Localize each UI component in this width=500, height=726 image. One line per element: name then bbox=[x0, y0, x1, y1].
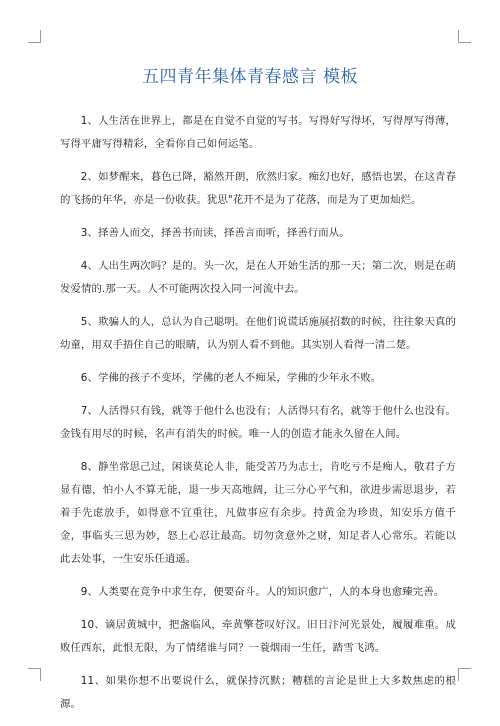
margin-corner-bottom-right bbox=[458, 668, 471, 681]
paragraph-4: 4、人出生两次吗？是的。头一次，是在人开始生活的那一天；第二次，则是在萌发爱情的.那一天。人不可能两次投入同一河流中去。 bbox=[60, 260, 456, 295]
document-title: 五四青年集体青春感言 模板 bbox=[142, 67, 358, 87]
paragraph-9: 9、人类要在竞争中求生存，便要奋斗。人的知识愈广，人的本身也愈臻完善。 bbox=[80, 586, 445, 598]
margin-corner-bottom-left bbox=[28, 668, 41, 681]
document-body bbox=[60, 110, 456, 726]
paragraph-8: 8、静坐常思己过，闲谈莫论人非，能受苦乃为志士，肯吃亏不是痴人，敬君子方显有德，怕小人不算无能，退一步天高地阔，让三分心平气和，欲进步需思退步，若着手先虑放手，如得意不宜重往，凡做事应有余步。持黄金为珍贵，知安乐方值千金，事临头三思为妙，怒上心忍让最高。切勿贪意外之财，知足者人心常乐。若能以此去处事，一生安乐任逍遥。 bbox=[60, 461, 456, 565]
paragraph-2: 2、如梦醒来，暮色已降，豁然开朗，欣然归家。痴幻也好，感悟也罢，在这青春的飞扬的年华，亦是一份收获。犹思"花开不是为了花落，而是为了更加灿烂。 bbox=[60, 171, 456, 206]
paragraph-3: 3、择善人而交，择善书而读，择善言而听，择善行而从。 bbox=[80, 227, 350, 239]
paragraph-7: 7、人活得只有钱，就等于他什么也没有；人活得只有名，就等于他什么也没有。金钱有用尽的时候，名声有消失的时候。唯一人的创造才能永久留在人间。 bbox=[60, 405, 456, 440]
paragraph-1: 1、人生活在世界上，都是在自觉不自觉的写书。写得好写得坏，写得厚写得薄，写得平庸写得精彩，全看你自己如何运笔。 bbox=[60, 115, 456, 150]
paragraph-10: 10、谪居黄城中，把盏临风，牵黄擎苍叹好汉。旧日汴河光景处，履履难重。成败任西东，此恨无限，为了情绪谁与同？一蓑烟雨一生任，踏雪飞鸿。 bbox=[60, 619, 456, 654]
paragraph-6: 6、学佛的孩子不变坏，学佛的老人不痴呆，学佛的少年永不败。 bbox=[80, 372, 382, 384]
paragraph-5: 5、欺骗人的人，总认为自己聪明。在他们说谎话施展招数的时候，往往象天真的幼童，用双手捂住自己的眼睛，认为别人看不到他。其实别人看得一清二楚。 bbox=[60, 316, 456, 351]
margin-corner-top-right bbox=[458, 30, 471, 43]
margin-corner-top-left bbox=[28, 30, 41, 43]
paragraph-11: 11、如果你想不出要说什么，就保持沉默；糟糕的言论是世上大多数焦虑的根源。 bbox=[60, 675, 456, 710]
